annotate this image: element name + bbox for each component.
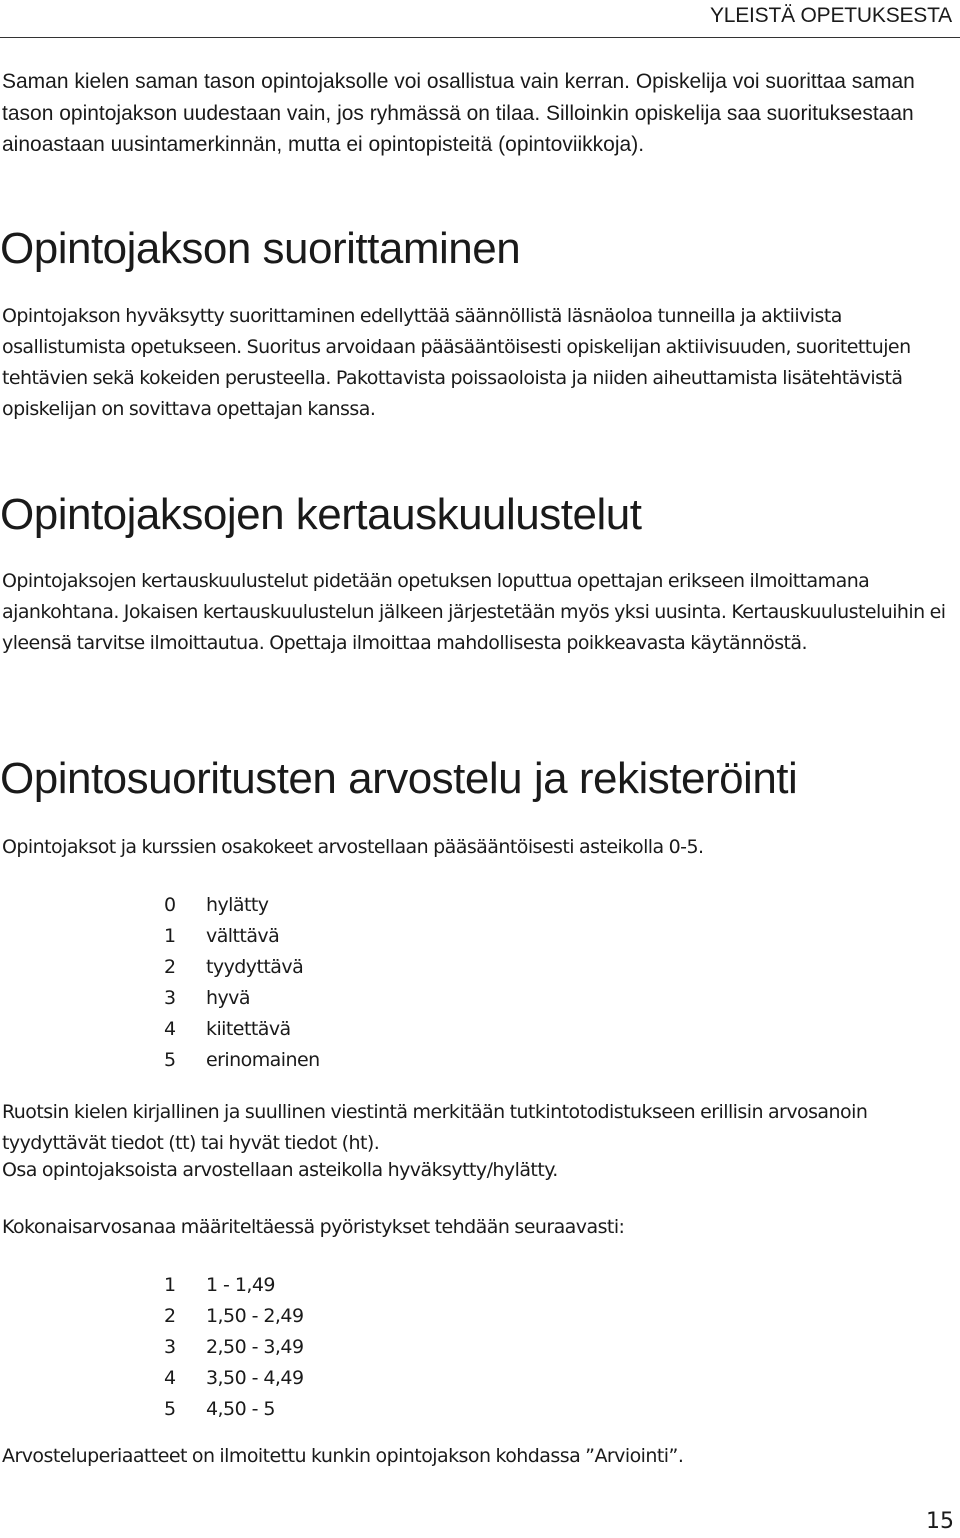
header-divider bbox=[0, 37, 960, 38]
rounding-item bbox=[164, 1394, 304, 1425]
grade-item bbox=[164, 983, 320, 1014]
rounding-grade: 4 bbox=[164, 1367, 176, 1389]
intro-paragraph: Saman kielen saman tason opintojaksolle voi osallistua vain kerran. Opiskelija voi suorittaa saman tason opintojakson uudestaan vain, jos ryhmässä on tilaa. Silloinkin opiskelija saa suorituksestaan ainoastaan uusintamerkinnän, mutta ei opintopisteitä (opintoviikkoja). bbox=[2, 70, 915, 156]
grade-label: tyydyttävä bbox=[206, 956, 304, 978]
section-title-kertauskuulustelut: Opintojaksojen kertauskuulustelut bbox=[0, 490, 642, 539]
grading-scale-lead: Opintojaksot ja kurssien osakokeet arvostellaan pääsääntöisesti asteikolla 0-5. bbox=[2, 836, 704, 858]
grade-item bbox=[164, 952, 320, 983]
rounding-grade: 2 bbox=[164, 1305, 176, 1327]
grade-item bbox=[164, 921, 320, 952]
grade-item bbox=[164, 1014, 320, 1045]
section-title-suorittaminen: Opintojakson suorittaminen bbox=[0, 224, 521, 273]
rounding-grade: 3 bbox=[164, 1336, 176, 1358]
rounding-range: 4,50 - 5 bbox=[206, 1398, 275, 1420]
rounding-item bbox=[164, 1270, 304, 1301]
rounding-range: 1,50 - 2,49 bbox=[206, 1305, 304, 1327]
grade-item bbox=[164, 1045, 320, 1076]
rounding-grade: 5 bbox=[164, 1398, 176, 1420]
grade-number: 0 bbox=[164, 894, 176, 916]
grade-scale-list bbox=[164, 890, 320, 1076]
grade-number: 3 bbox=[164, 987, 176, 1009]
rounding-range: 1 - 1,49 bbox=[206, 1274, 275, 1296]
grade-label: erinomainen bbox=[206, 1049, 320, 1071]
grade-item bbox=[164, 890, 320, 921]
grade-label: hylätty bbox=[206, 894, 269, 916]
grade-number: 5 bbox=[164, 1049, 176, 1071]
rounding-item bbox=[164, 1301, 304, 1332]
grade-number: 2 bbox=[164, 956, 176, 978]
rounding-list bbox=[164, 1270, 304, 1425]
section-body-suorittaminen: Opintojakson hyväksytty suorittaminen edellyttää säännöllistä läsnäoloa tunneilla ja aktiivista osallistumista opetukseen. Suoritus arvoidaan pääsääntöisesti opiskelijan aktiivisuuden, suoritettujen tehtävien sekä kokeiden perusteella. Pakottavista poissaoloista ja niiden aiheuttamista lisätehtävistä opiskelijan on sovittava opettajan kanssa. bbox=[2, 305, 911, 420]
section-body-kertauskuulustelut: Opintojaksojen kertauskuulustelut pidetään opetuksen loputtua opettajan erikseen ilmoittamana ajankohtana. Jokaisen kertauskuulustelun jälkeen järjestetään myös yksi uusinta. Kertauskuulusteluihin ei yleensä tarvitse ilmoittautua. Opettaja ilmoittaa mahdollisesta poikkeavasta käytännöstä. bbox=[2, 570, 946, 654]
rounding-item bbox=[164, 1363, 304, 1394]
rounding-lead: Kokonaisarvosanaa määriteltäessä pyöristykset tehdään seuraavasti: bbox=[2, 1216, 625, 1238]
grade-label: hyvä bbox=[206, 987, 250, 1009]
rounding-item bbox=[164, 1332, 304, 1363]
rounding-grade: 1 bbox=[164, 1274, 176, 1296]
closing-note: Arvosteluperiaatteet on ilmoitettu kunkin opintojakson kohdassa ”Arviointi”. bbox=[2, 1445, 684, 1467]
running-header: YLEISTÄ OPETUKSESTA bbox=[709, 4, 952, 27]
rounding-range: 2,50 - 3,49 bbox=[206, 1336, 304, 1358]
pass-fail-note: Osa opintojaksoista arvostellaan asteikolla hyväksytty/hylätty. bbox=[2, 1159, 558, 1181]
page-number: 15 bbox=[926, 1509, 954, 1534]
swedish-grading-note: Ruotsin kielen kirjallinen ja suullinen viestintä merkitään tutkintotodistukseen erillisin arvosanoin tyydyttävät tiedot (tt) tai hyvät tiedot (ht). bbox=[2, 1101, 868, 1154]
grade-number: 1 bbox=[164, 925, 176, 947]
grade-label: kiitettävä bbox=[206, 1018, 291, 1040]
section-title-arvostelu: Opintosuoritusten arvostelu ja rekisteröinti bbox=[0, 754, 798, 803]
grade-number: 4 bbox=[164, 1018, 176, 1040]
grade-label: välttävä bbox=[206, 925, 280, 947]
rounding-range: 3,50 - 4,49 bbox=[206, 1367, 304, 1389]
